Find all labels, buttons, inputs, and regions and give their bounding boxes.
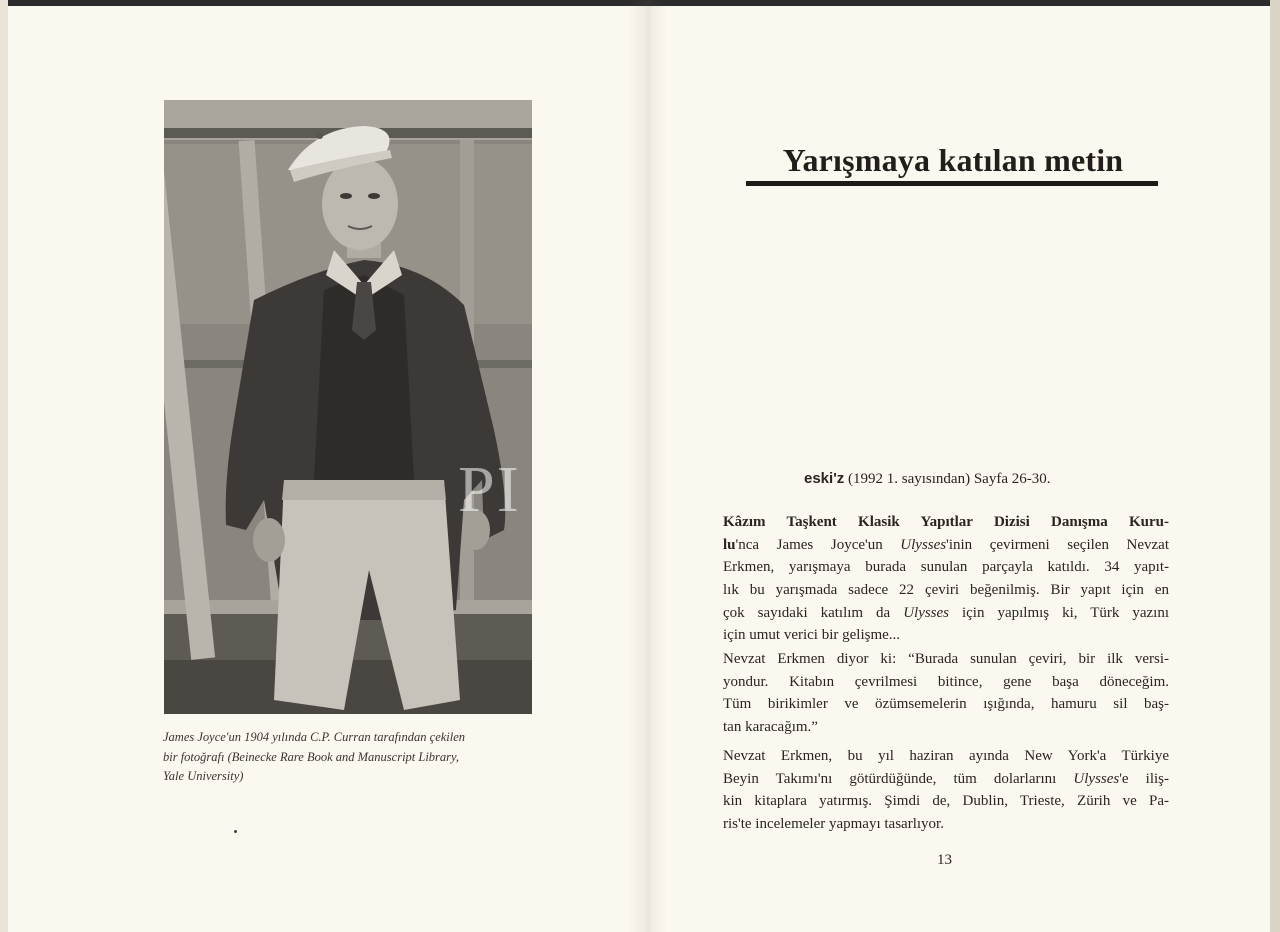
text-fragment: Beyin Takımı'nı götürdüğünde, tüm dolarlarını xyxy=(723,770,1074,787)
portrait-photo xyxy=(164,100,532,714)
text-line: için umut verici bir gelişme... xyxy=(723,627,901,644)
text-line: tan karacağım.” xyxy=(723,719,818,736)
text-fragment: 'e iliş- xyxy=(1119,770,1169,787)
caption-line: bir fotoğrafı (Beinecke Rare Book and Manuscript Library, xyxy=(163,749,460,764)
text-line: kin kitaplara yatırmış. Şimdi de, Dublin, Trieste, Zürih ve Pa- xyxy=(723,793,1169,810)
text-line xyxy=(723,534,1169,557)
watermark: PI xyxy=(458,453,521,526)
text-line xyxy=(723,768,1169,791)
photo-caption xyxy=(163,728,543,787)
org-name-end: lu xyxy=(723,536,736,553)
text-line: yondur. Kitabın çevrilmesi bitince, gene başa döneceğim. xyxy=(723,673,1169,690)
text-fragment: 'nca James Joyce'un xyxy=(735,536,901,553)
paragraph-3 xyxy=(723,745,1169,836)
paragraph-2 xyxy=(723,648,1169,739)
caption-line: Yale University) xyxy=(163,769,244,783)
book-title: Ulysses xyxy=(903,604,950,621)
text-line: Tüm birikimler ve özümsemelerin ışığında, hamuru sil baş- xyxy=(723,696,1169,713)
journal-name: eski'z xyxy=(804,470,845,487)
text-line: lık bu yarışmada sadece 22 çeviri beğenilmiş. Bir yapıt için en xyxy=(723,582,1169,599)
source-line xyxy=(804,470,1050,488)
scan-right-edge xyxy=(1270,0,1280,932)
text-line: Nevzat Erkmen diyor ki: “Burada sunulan çeviri, bir ilk versi- xyxy=(723,651,1169,667)
text-fragment: çok sayıdaki katılım da xyxy=(723,604,904,621)
org-name-line: Kâzım Taşkent Klasik Yapıtlar Dizisi Danışma Kuru- xyxy=(723,514,1169,530)
text-line xyxy=(723,602,1169,625)
book-title: Ulysses xyxy=(900,536,947,553)
paragraph-1 xyxy=(723,511,1169,647)
source-detail: (1992 1. sayısından) Sayfa 26-30. xyxy=(848,471,1051,487)
text-line: Nevzat Erkmen, bu yıl haziran ayında New York'a Türkiye xyxy=(723,748,1169,764)
text-fragment: için yapılmış ki, Türk yazını xyxy=(949,604,1169,621)
caption-line: James Joyce'un 1904 yılında C.P. Curran tarafından çekilen xyxy=(163,730,466,744)
text-fragment: 'inin çevirmeni seçilen Nevzat xyxy=(946,536,1169,553)
page-title: Yarışmaya katılan metin xyxy=(782,142,1124,178)
text-line: Erkmen, yarışmaya burada sunulan parçayla katıldı. 34 yapıt- xyxy=(723,559,1169,576)
title-underline xyxy=(746,181,1158,186)
page-number: 13 xyxy=(937,852,952,868)
speck xyxy=(234,830,237,833)
portrait-illustration xyxy=(164,100,532,714)
book-title: Ulysses xyxy=(1073,770,1120,787)
text-line: ris'te incelemeler yapmayı tasarlıyor. xyxy=(723,816,944,833)
